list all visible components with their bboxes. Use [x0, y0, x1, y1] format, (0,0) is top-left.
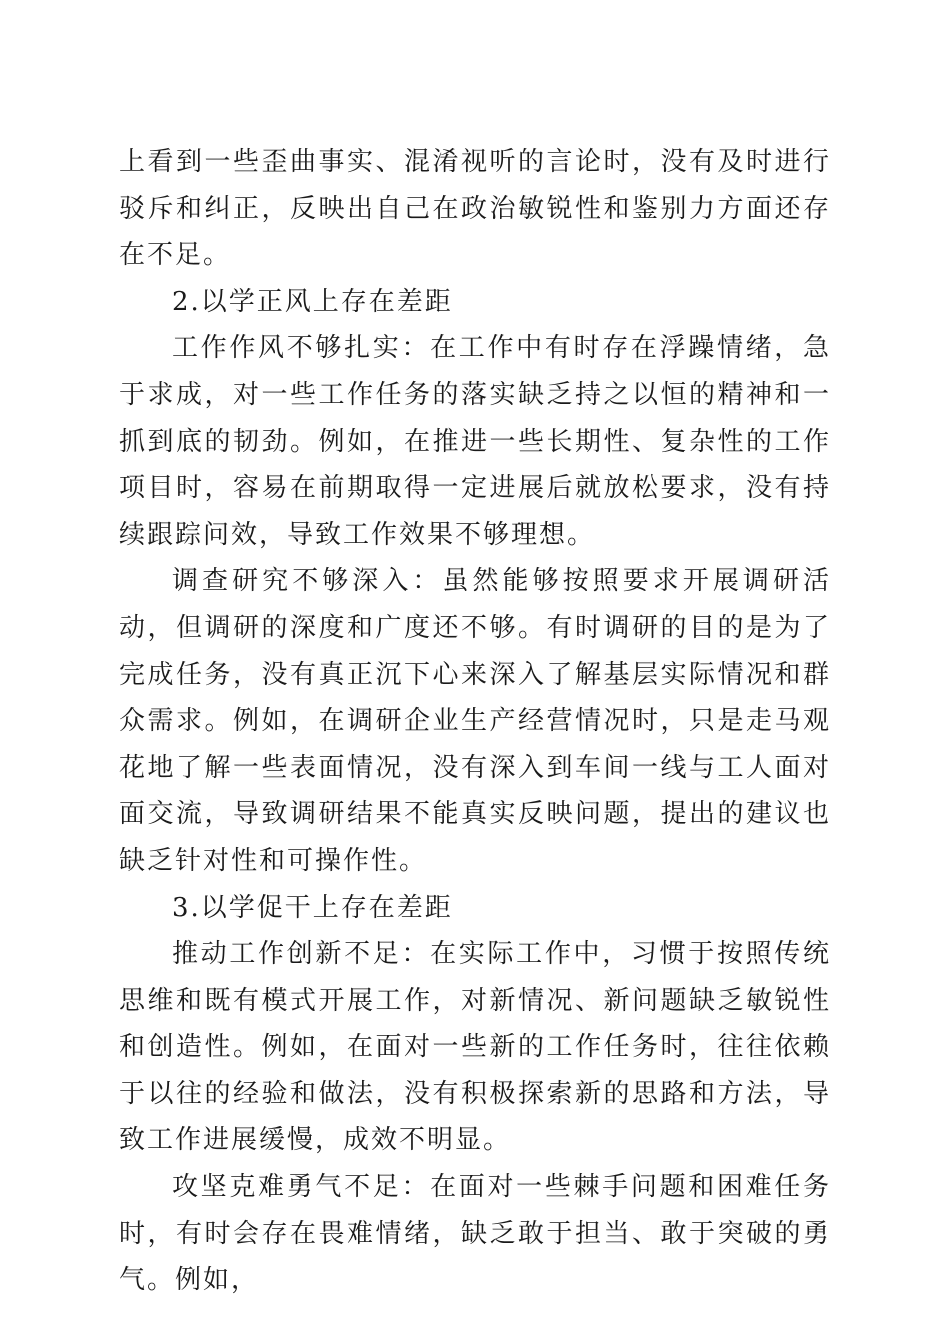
- paragraph-continuation: 上看到一些歪曲事实、混淆视听的言论时，没有及时进行驳斥和纠正，反映出自己在政治敏锐性和鉴别力方面还存在不足。: [119, 147, 831, 271]
- paragraph-research: 调查研究不够深入：虽然能够按照要求开展调研活动，但调研的深度和广度还不够。有时调研的目的是为了完成任务，没有真正沉下心来深入了解基层实际情况和群众需求。例如，在调研企业生产经营情况时，只是走马观花地了解一些表面情况，没有深入到车间一线与工人面对面交流，导致调研结果不能真实反映问题，提出的建议也缺乏针对性和可操作性。: [119, 566, 831, 876]
- paragraph-courage: 攻坚克难勇气不足：在面对一些棘手问题和困难任务时，有时会存在畏难情绪，缺乏敢于担当、敢于突破的勇气。例如，: [119, 1172, 831, 1296]
- paragraph-work-style: 工作作风不够扎实：在工作中有时存在浮躁情绪，急于求成，对一些工作任务的落实缺乏持之以恒的精神和一抓到底的韧劲。例如，在推进一些长期性、复杂性的工作项目时，容易在前期取得一定进展后就放松要求，没有持续跟踪问效，导致工作效果不够理想。: [119, 333, 831, 550]
- paragraph-innovation: 推动工作创新不足：在实际工作中，习惯于按照传统思维和既有模式开展工作，对新情况、新问题缺乏敏锐性和创造性。例如，在面对一些新的工作任务时，往往依赖于以往的经验和做法，没有积极探索新的思路和方法，导致工作进展缓慢，成效不明显。: [119, 939, 831, 1156]
- document-body: [119, 139, 831, 1304]
- section-heading-3: 3.以学促干上存在差距: [172, 892, 453, 923]
- section-heading-2: 2.以学正风上存在差距: [172, 286, 453, 317]
